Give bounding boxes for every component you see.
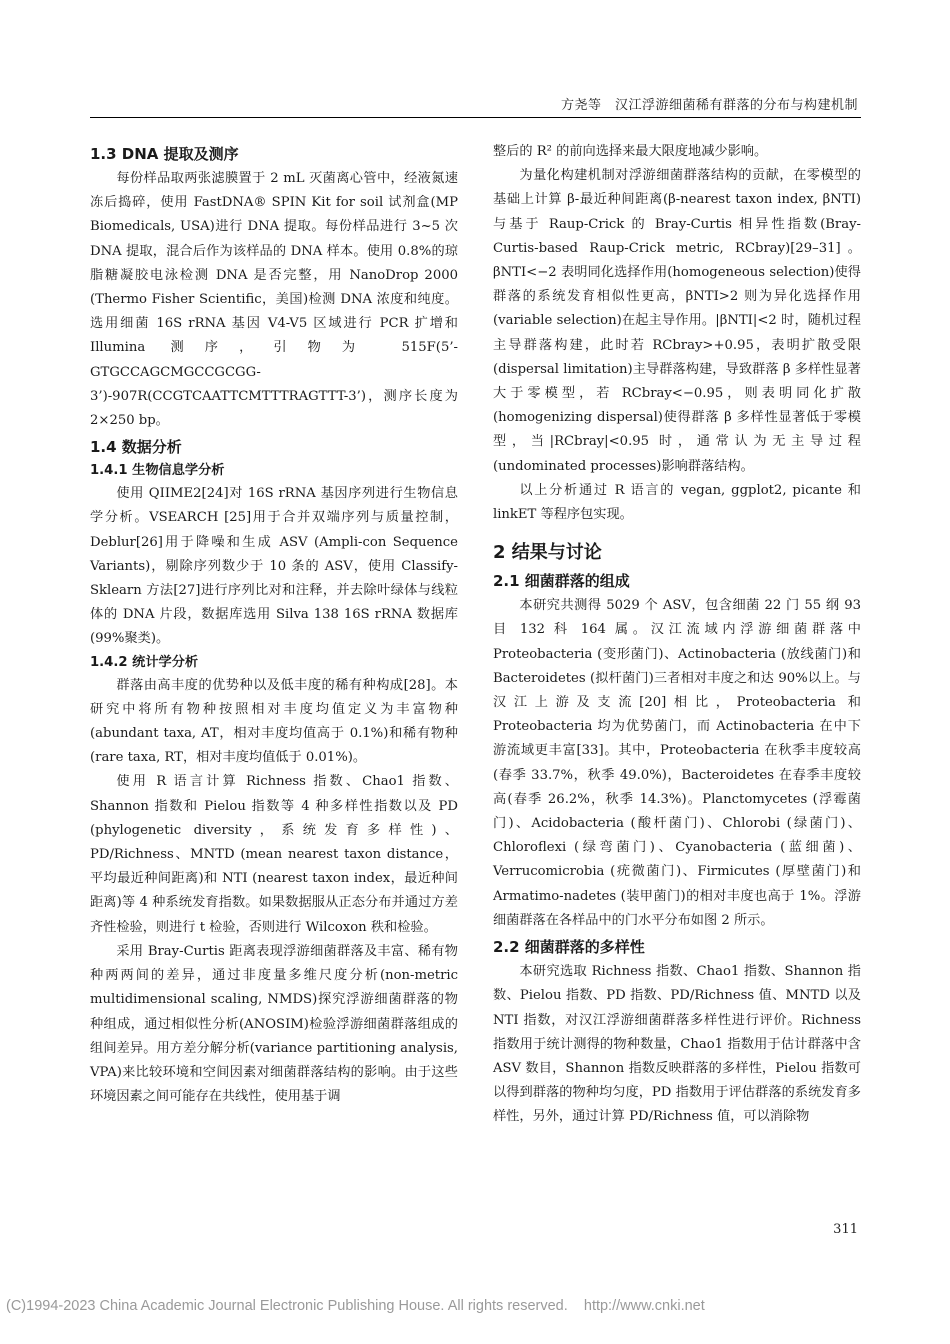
section-1-4-title: 1.4 数据分析	[90, 438, 182, 457]
continued-paragraph: 整后的 R² 的前向选择来最大限度地减少影响。	[493, 144, 768, 159]
page-number: 311	[833, 1222, 858, 1237]
section-1-4-1-title: 1.4.1 生物信息学分析	[90, 463, 225, 479]
section-1-3-title: 1.3 DNA 提取及测序	[90, 145, 239, 163]
section-1-4-1-paragraph: 使用 QIIME2[24]对 16S rRNA 基因序列进行生物信息学分析。VSEARCH [25]用于合并双端序列与质量控制，Deblur[26]用于降噪和生成 ASV (Ampli-con Sequence Variants)，剔除序列数少于 10 条的 ASV，使用 Classify-Sklearn 方法[27]进行序列比对和注释，并去除叶绿体与线粒体的 DNA 片段，数据库选用 Silva 138 16S rRNA 数据库(99%聚类)。	[90, 486, 458, 647]
left-column	[90, 140, 458, 1109]
section-1-4-2-paragraph-2: 使用 R 语言计算 Richness 指数、Chao1 指数、Shannon 指数和 Pielou 指数等 4 种多样性指数以及 PD (phylogenetic diversity，系统发育多样性)、PD/Richness、MNTD (mean nearest taxon distance，平均最近种间距离)和 NTI (nearest taxon index，最近种间距离)等 4 种系统发育指数。如果数据服从正态分布并通过方差齐性检验，则进行 t 检验，否则进行 Wilcoxon 秩和检验。	[90, 774, 458, 935]
footer-copyright: (C)1994-2023 China Academic Journal Electronic Publishing House. All rights reserved. http://www.cnki.net	[6, 1298, 705, 1314]
running-head: 方尧等 汉江浮游细菌稀有群落的分布与构建机制	[560, 98, 858, 113]
right-column	[493, 140, 861, 1130]
r-packages-paragraph: 以上分析通过 R 语言的 vegan, ggplot2, picante 和 linkET 等程序包实现。	[493, 482, 861, 523]
section-2-title: 2 结果与讨论	[493, 542, 602, 564]
section-2-2-paragraph: 本研究选取 Richness 指数、Chao1 指数、Shannon 指数、Pielou 指数、PD 指数、PD/Richness 值、MNTD 以及 NTI 指数，对汉江浮游细菌群落多样性进行评价。Richness 指数用于统计测得的物种数量，Chao1 指数用于估计群落中含 ASV 数目，Shannon 指数反映群落的多样性，Pielou 指数可以得到群落的物种均匀度，PD 指数用于评估群落的系统发育多样性，另外，通过计算 PD/Richness 值，可以消除物	[493, 964, 861, 1125]
section-2-2-title: 2.2 细菌群落的多样性	[493, 938, 645, 957]
section-1-3-paragraph: 每份样品取两张滤膜置于 2 mL 灭菌离心管中，经液氮速冻后捣碎，使用 FastDNA® SPIN Kit for soil 试剂盒(MP Biomedicals, USA)进行 DNA 提取。每份样品进行 3~5 次 DNA 提取，混合后作为该样品的 DNA 样本。使用 0.8%的琼脂糖凝胶电泳检测 DNA 是否完整，用 NanoDrop 2000 (Thermo Fisher Scientific，美国)检测 DNA 浓度和纯度。选用细菌 16S rRNA 基因 V4-V5 区域进行 PCR 扩增和 Illumina 测序，引物为 515F(5’-GTGCCAGCMGCCGCGG-3’)-907R(CCGTCAATTCMTTTRAGTTT-3’)，测序长度为 2×250 bp。	[90, 171, 458, 429]
header-rule	[90, 117, 861, 118]
section-2-1-paragraph: 本研究共测得 5029 个 ASV，包含细菌 22 门 55 纲 93 目 132 科 164 属。汉江流域内浮游细菌群落中 Proteobacteria (变形菌门)、Actinobacteria (放线菌门)和 Bacteroidetes (拟杆菌门)三者相对丰度之和达 90%以上。与汉江上游及支流[20]相比，Proteobacteria 和 Proteobacteria 均为优势菌门，而 Actinobacteria 在中下游流域更丰富[33]。其中，Proteobacteria 在秋季丰度较高(春季 33.7%，秋季 49.0%)，Bacteroidetes 在春季丰度较高(春季 26.2%，秋季 14.3%)。Planctomycetes (浮霉菌门)、Acidobacteria (酸杆菌门)、Chlorobi (绿菌门)、Chloroflexi (绿弯菌门)、Cyanobacteria (蓝细菌)、Verrucomicrobia (疣微菌门)、Firmicutes (厚壁菌门)和 Armatimo-nadetes (装甲菌门)的相对丰度也高于 1%。浮游细菌群落在各样品中的门水平分布如图 2 所示。	[493, 598, 861, 928]
section-2-1-title: 2.1 细菌群落的组成	[493, 572, 630, 591]
section-1-4-2-paragraph-3: 采用 Bray-Curtis 距离表现浮游细菌群落及丰富、稀有物种两两间的差异，通过非度量多维尺度分析(non-metric multidimensional scaling, NMDS)探究浮游细菌群落的物种组成，通过相似性分析(ANOSIM)检验浮游细菌群落组成的组间差异。用方差分解分析(variance partitioning analysis, VPA)来比较环境和空间因素对细菌群落结构的影响。由于这些环境因素之间可能存在共线性，使用基于调	[90, 943, 458, 1105]
section-1-4-2-paragraph-1: 群落由高丰度的优势种以及低丰度的稀有种构成[28]。本研究中将所有物种按照相对丰度均值定义为丰富物种(abundant taxa, AT，相对丰度均值高于 0.1%)和稀有物种(rare taxa, RT，相对丰度均值低于 0.01%)。	[90, 677, 458, 766]
section-1-4-2-title: 1.4.2 统计学分析	[90, 654, 199, 670]
null-model-paragraph: 为量化构建机制对浮游细菌群落结构的贡献，在零模型的基础上计算 β-最近种间距离(β-nearest taxon index, βNTI)与基于 Raup-Crick 的 Bray-Curtis 相异性指数(Bray-Curtis-based Raup-Crick metric, RCbray)[29–31]。βNTI<−2 表明同化选择作用(homogeneous selection)使得群落的系统发育相似性更高，βNTI>2 则为异化选择作用(variable selection)在起主导作用。|βNTI|<2 时，随机过程主导群落构建，此时若 RCbray>+0.95，表明扩散受限(dispersal limitation)主导群落构建，导致群落 β 多样性显著大于零模型，若 RCbray<−0.95，则表明同化扩散(homogenizing dispersal)使得群落 β 多样性显著低于零模型，当|RCbray|<0.95 时，通常认为无主导过程(undominated processes)影响群落结构。	[493, 168, 861, 474]
